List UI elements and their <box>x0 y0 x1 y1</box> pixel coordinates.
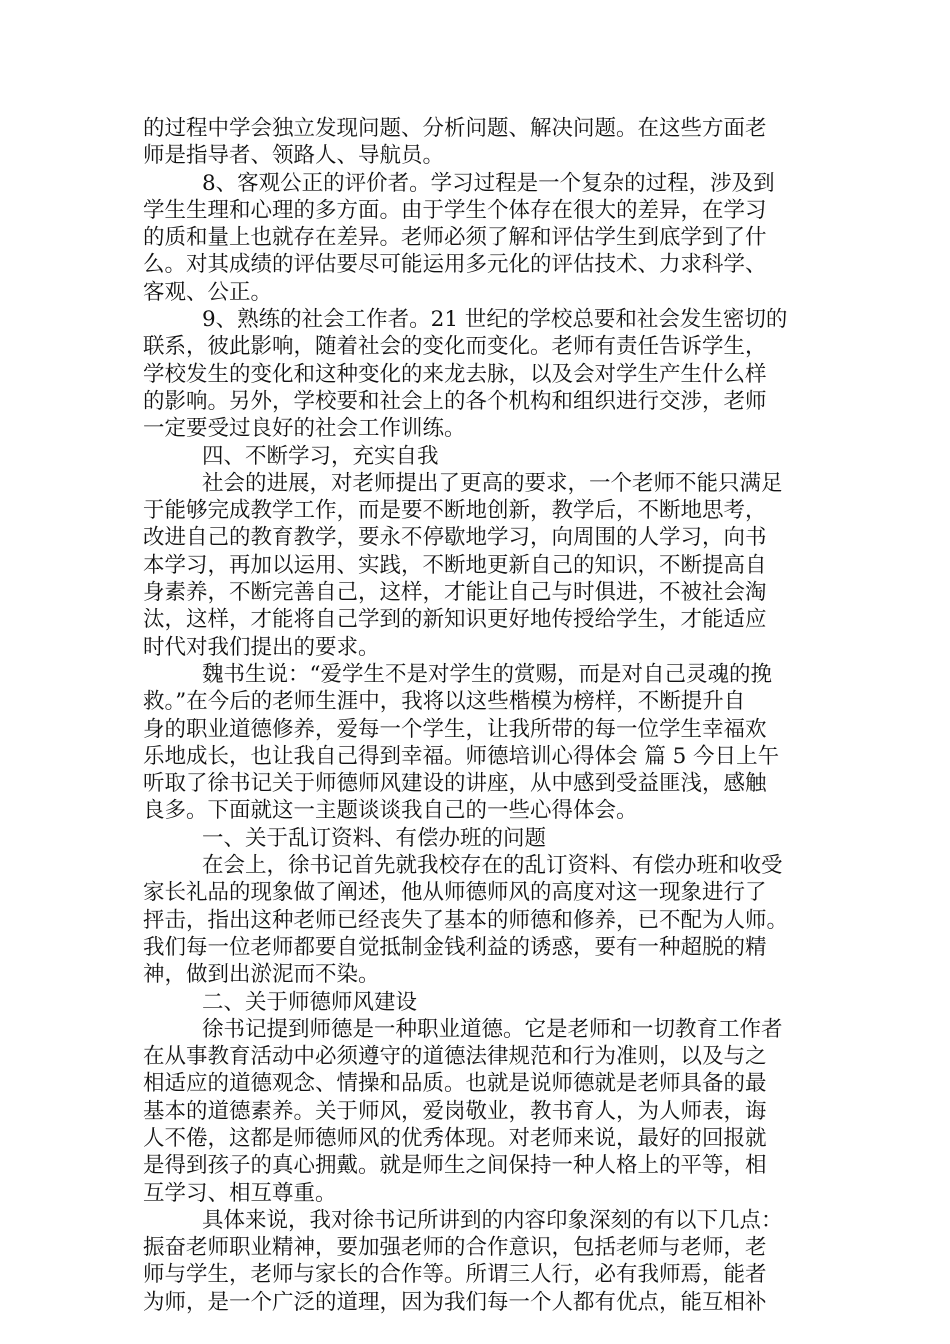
text-line: 良多。下面就这一主题谈谈我自己的一些心得体会。 <box>143 798 638 824</box>
text-line: 师是指导者、领路人、导航员。 <box>143 143 445 169</box>
text-line: 学校发生的变化和这种变化的来龙去脉，以及会对学生产生什么样 <box>143 361 767 387</box>
text-line: 本学习，再加以运用、实践，不断地更新自己的知识，不断提高自 <box>143 552 767 578</box>
text-line: 的影响。另外，学校要和社会上的各个机构和组织进行交涉，老师 <box>143 388 767 414</box>
text-line: 互学习、相互尊重。 <box>143 1180 337 1206</box>
text-line: 徐书记提到师德是一种职业道德。它是老师和一切教育工作者 <box>202 1016 783 1042</box>
text-line: 的过程中学会独立发现问题、分析问题、解决问题。在这些方面老 <box>143 116 767 141</box>
text-line: 师与学生，老师与家长的合作等。所谓三人行，必有我师焉，能者 <box>143 1262 767 1288</box>
text-line: 时代对我们提出的要求。 <box>143 634 380 660</box>
text-line: 在从事教育活动中必须遵守的道德法律规范和行为准则，以及与之 <box>143 1044 767 1070</box>
text-line: 具体来说，我对徐书记所讲到的内容印象深刻的有以下几点： <box>202 1207 783 1233</box>
text-line: 的质和量上也就存在差异。老师必须了解和评估学生到底学到了什 <box>143 225 767 251</box>
document-body <box>143 115 811 1316</box>
text-line: 四、不断学习，充实自我 <box>202 443 439 469</box>
text-line: 神，做到出淤泥而不染。 <box>143 962 380 988</box>
text-line: 魏书生说：“爱学生不是对学生的赏赐，而是对自己灵魂的挽 <box>202 661 772 687</box>
text-line: 客观、公正。 <box>143 279 273 305</box>
text-line: 我们每一位老师都要自觉抵制金钱利益的诱惑，要有一种超脱的精 <box>143 934 767 960</box>
text-line: 基本的道德素养。关于师风，爱岗敬业，教书育人，为人师表，诲 <box>143 1098 767 1124</box>
text-line: 学生生理和心理的多方面。由于学生个体存在很大的差异，在学习 <box>143 197 767 223</box>
text-line: 一定要受过良好的社会工作训练。 <box>143 416 466 442</box>
text-line: 救。”在今后的老师生涯中，我将以这些楷模为榜样，不断提升自 <box>143 689 746 715</box>
text-line: 8、客观公正的评价者。学习过程是一个复杂的过程，涉及到 <box>202 170 775 196</box>
text-line: 社会的进展，对老师提出了更高的要求，一个老师不能只满足 <box>202 470 783 496</box>
text-line: 在会上，徐书记首先就我校存在的乱订资料、有偿办班和收受 <box>202 853 783 879</box>
text-line: 相适应的道德观念、情操和品质。也就是说师德就是老师具备的最 <box>143 1071 767 1097</box>
text-line: 于能够完成教学工作，而是要不断地创新，教学后，不断地思考， <box>143 498 767 524</box>
text-line: 振奋老师职业精神，要加强老师的合作意识，包括老师与老师，老 <box>143 1235 767 1261</box>
text-line: 为师，是一个广泛的道理，因为我们每一个人都有优点，能互相补 <box>143 1289 767 1315</box>
text-line: 人不倦，这都是师德师风的优秀体现。对老师来说，最好的回报就 <box>143 1125 767 1151</box>
text-line: 9、熟练的社会工作者。21 世纪的学校总要和社会发生密切的 <box>202 307 788 333</box>
text-line: 是得到孩子的真心拥戴。就是师生之间保持一种人格上的平等，相 <box>143 1153 767 1179</box>
text-line: 一、关于乱订资料、有偿办班的问题 <box>202 825 547 851</box>
text-line: 抨击，指出这种老师已经丧失了基本的师德和修养，已不配为人师。 <box>143 907 789 933</box>
text-line: 家长礼品的现象做了阐述，他从师德师风的高度对这一现象进行了 <box>143 880 767 906</box>
text-line: 二、关于师德师风建设 <box>202 989 418 1015</box>
text-line: 身的职业道德修养，爱每一个学生，让我所带的每一位学生幸福欢 <box>143 716 767 742</box>
text-line: 么。对其成绩的评估要尽可能运用多元化的评估技术、力求科学、 <box>143 252 767 278</box>
text-line: 身素养，不断完善自己，这样，才能让自己与时俱进，不被社会淘 <box>143 580 767 606</box>
text-line: 乐地成长，也让我自己得到幸福。师德培训心得体会 篇 5 今日上午 <box>143 743 780 769</box>
text-line: 联系，彼此影响，随着社会的变化而变化。老师有责任告诉学生， <box>143 334 767 360</box>
text-line: 听取了徐书记关于师德师风建设的讲座，从中感到受益匪浅，感触 <box>143 771 767 797</box>
text-line: 改进自己的教育教学，要永不停歇地学习，向周围的人学习，向书 <box>143 525 767 551</box>
text-line: 汰，这样，才能将自己学到的新知识更好地传授给学生，才能适应 <box>143 607 767 633</box>
